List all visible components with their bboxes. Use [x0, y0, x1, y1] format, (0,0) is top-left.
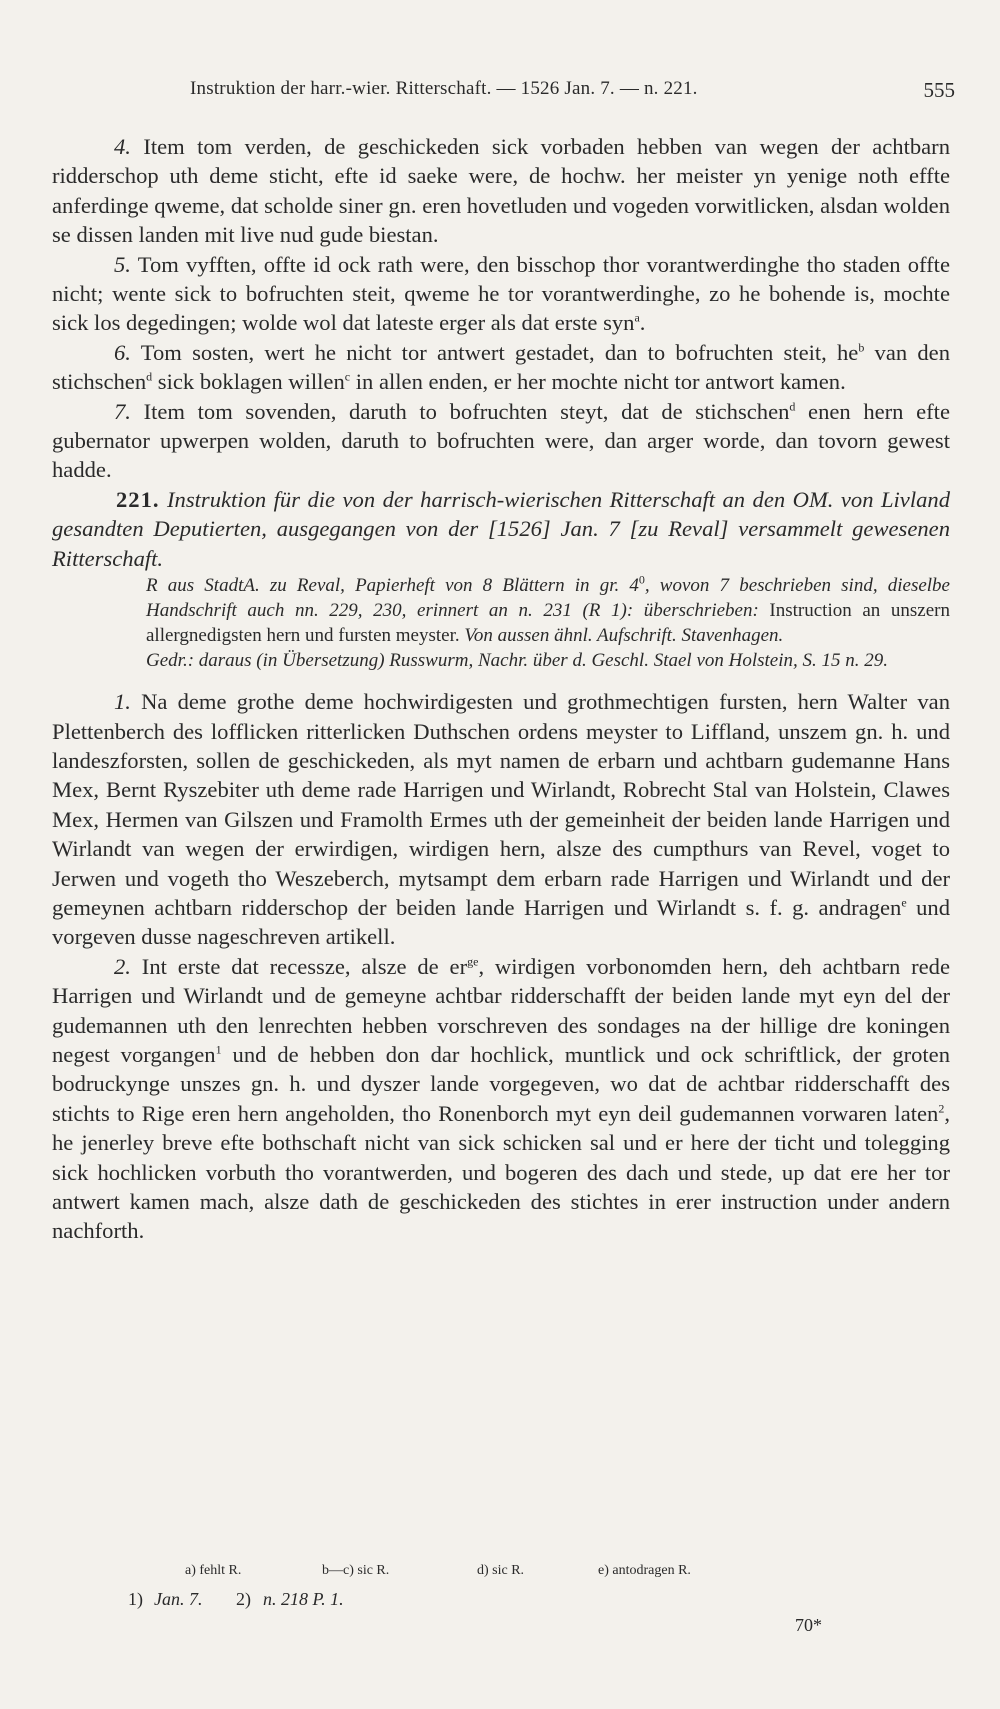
footnote-marker: d [146, 369, 153, 384]
sheet-signature: 70* [795, 1615, 822, 1635]
article-text: Na deme grothe deme hochwirdigesten und grothmechtigen fursten, hern Walter van Plettenberch des lofflicken ritterlicken Duthschen ordens meyster to Liffland, unszem gn. h. und landeszforsten, sollen de geschickeden, als myt namen de erbarn und achtbarn gudemanne Hans Mex, Bernt Ryszebiter uth deme rade Harrigen und Wirlandt, Robrecht Stal van Holstein, Clawes Mex, Hermen van Gilszen und Framolth Ermes uth der gemeinheit der beiden lande Harrigen und Wirlandt van wegen der erwirdigen, wirdigen hern, alsze des cumpthurs van Revel, voget to Jerwen und vogeth tho Weszeberch, mytsampt dem erbarn rade Harrigen und Wirlandt und der gemeynen achtbarn ridderschop der beiden lande Harrigen und Wirlandt s. f. g. andragen [52, 689, 950, 920]
article-text: Int erste dat recessze, alsze de er [141, 953, 468, 979]
page-number: 555 [923, 78, 955, 102]
footnote-2-label: 2) [236, 1589, 251, 1609]
instruction-article-2 [52, 952, 950, 1246]
superscript: ge [467, 954, 479, 969]
footnotes [60, 1563, 955, 1617]
article-text: in allen enden, er her mochte nicht tor antwort kamen. [350, 369, 846, 395]
footnote-marker: a [634, 310, 640, 325]
article-text: und vorgeven dusse nageschreven artikell. [52, 894, 950, 950]
article-number: 6. [114, 339, 131, 365]
article-5 [52, 250, 950, 338]
article-text: sick boklagen willen [152, 369, 345, 395]
article-text: , wirdigen vorbonomden hern, deh achtbarn rede Harrigen und Wirlandt und de gemeyne achtbar ridderschafft der beiden lande myt eyn del der gudemannen uth den lenrechten hebben vorschreven des sondages na der hillige dre koningen negest vorgangen [52, 953, 950, 1067]
footnote-d: d) sic R. [477, 1563, 525, 1578]
section-number: 221. [116, 486, 160, 512]
print-note: Gedr.: daraus (in Übersetzung) Russwurm, Nachr. über d. Geschl. Stael von Holstein, S. 15 n. 29. [146, 650, 889, 672]
footnote-marker: 1 [215, 1042, 222, 1057]
footnote-2-text: n. 218 P. 1. [263, 1589, 344, 1609]
footnote-1-label: 1) [128, 1589, 143, 1609]
article-7 [52, 397, 950, 485]
article-text: Tom vyfften, offte id ock rath were, den bisschop thor vorantwerdinghe tho staden offte nicht; wente sick to bofruchten steit, qweme he tor vorantwerdinghe, zo he bohende is, mochte sick los degedingen; wolde wol dat lateste erger als dat erste syn [52, 251, 950, 336]
footnote-marker: 2 [938, 1101, 945, 1116]
footnote-marker: e [901, 895, 907, 910]
footnote-b-c: b—c) sic R. [322, 1563, 390, 1578]
article-text: , he jenerley breve efte bothschaft nicht van sick schicken sal und er here der ticht und tolegging sick hochlicken vorbuth tho vorantwerden, und bogeren des dach und stede, up dat ere her tor antwert kamen mach, alsze dath de geschickeden des stichtes in erer instruction under andern nachforth. [52, 1100, 950, 1244]
running-head: Instruktion der harr.-wier. Ritterschaft. — 1526 Jan. 7. — n. 221. [190, 78, 698, 99]
article-number: 1. [114, 689, 131, 715]
section-title: Instruktion für die von der harrisch-wierischen Ritterschaft an den OM. von Livland gesandten Deputierten, ausgegangen von der [1526] Jan. 7 [zu Reval] versammelt gewesenen Ritterschaft. [52, 486, 950, 571]
article-text: enen hern efte gubernator upwerpen wolden, daruth to bofruchten were, dan arger worde, dan tovorn gewest hadde. [52, 398, 950, 483]
footnote-marker: d [789, 399, 796, 414]
article-text: und de hebben don dar hochlick, muntlick und ock schriftlick, der groten bodruckynge unszes gn. h. und dyszer lande vorgegeven, wo dat de achtbar ridderschafft des stichts to Rige eren hern angeholden, tho Ronenborch myt eyn deil gudemannen vorwaren laten [52, 1041, 950, 1126]
instruction-article-1 [52, 687, 950, 952]
article-text: Item tom verden, de geschickeden sick vorbaden hebben van wegen der achtbarn ridderschop uth deme sticht, efte id saeke were, de hochw. her meister yn yenige noth effte anferdinge qweme, dat scholde siner gn. eren hovetluden und vogeden vorwitlicken, alsdan wolden se dissen landen mit live nud gude biestan. [52, 134, 950, 248]
article-text: Tom sosten, wert he nicht tor antwert gestadet, dan to bofruchten steit, he [140, 339, 859, 365]
article-number: 5. [114, 251, 131, 277]
footnote-a: a) fehlt R. [185, 1563, 242, 1578]
footnote-marker: b [858, 340, 865, 355]
footnote-e: e) antodragen R. [598, 1563, 691, 1578]
article-text: van den stichschen [52, 339, 951, 395]
article-number: 7. [114, 398, 131, 424]
article-number: 2. [114, 953, 131, 979]
numbered-footnotes [60, 1589, 955, 1617]
section-heading [52, 485, 950, 573]
article-6 [52, 338, 950, 397]
page-body [52, 132, 950, 1246]
source-note: R aus StadtA. zu Reval, Papierheft von 8 Blättern in gr. $4^0$, wovon 7 beschrieben sind, dieselbe Handschrift auch nn. 229, 230, erinnert an n. 231 (R 1): überschrieben: Instruction an unszern allergnedigsten hern und fursten meyster. Von aussen ähnl. Aufschrift. Stavenhagen. [146, 572, 950, 647]
article-number: 4. [114, 134, 131, 159]
page-header [60, 70, 955, 110]
instruction-text [52, 687, 950, 1246]
footnote-marker: c [344, 369, 351, 384]
article-text: . [639, 310, 646, 336]
footnote-1-text: Jan. 7. [154, 1589, 203, 1609]
article-text: Item tom sovenden, daruth to bofruchten steyt, dat de stichschen [143, 398, 790, 424]
textual-footnotes [60, 1563, 955, 1587]
article-4 [52, 132, 950, 250]
